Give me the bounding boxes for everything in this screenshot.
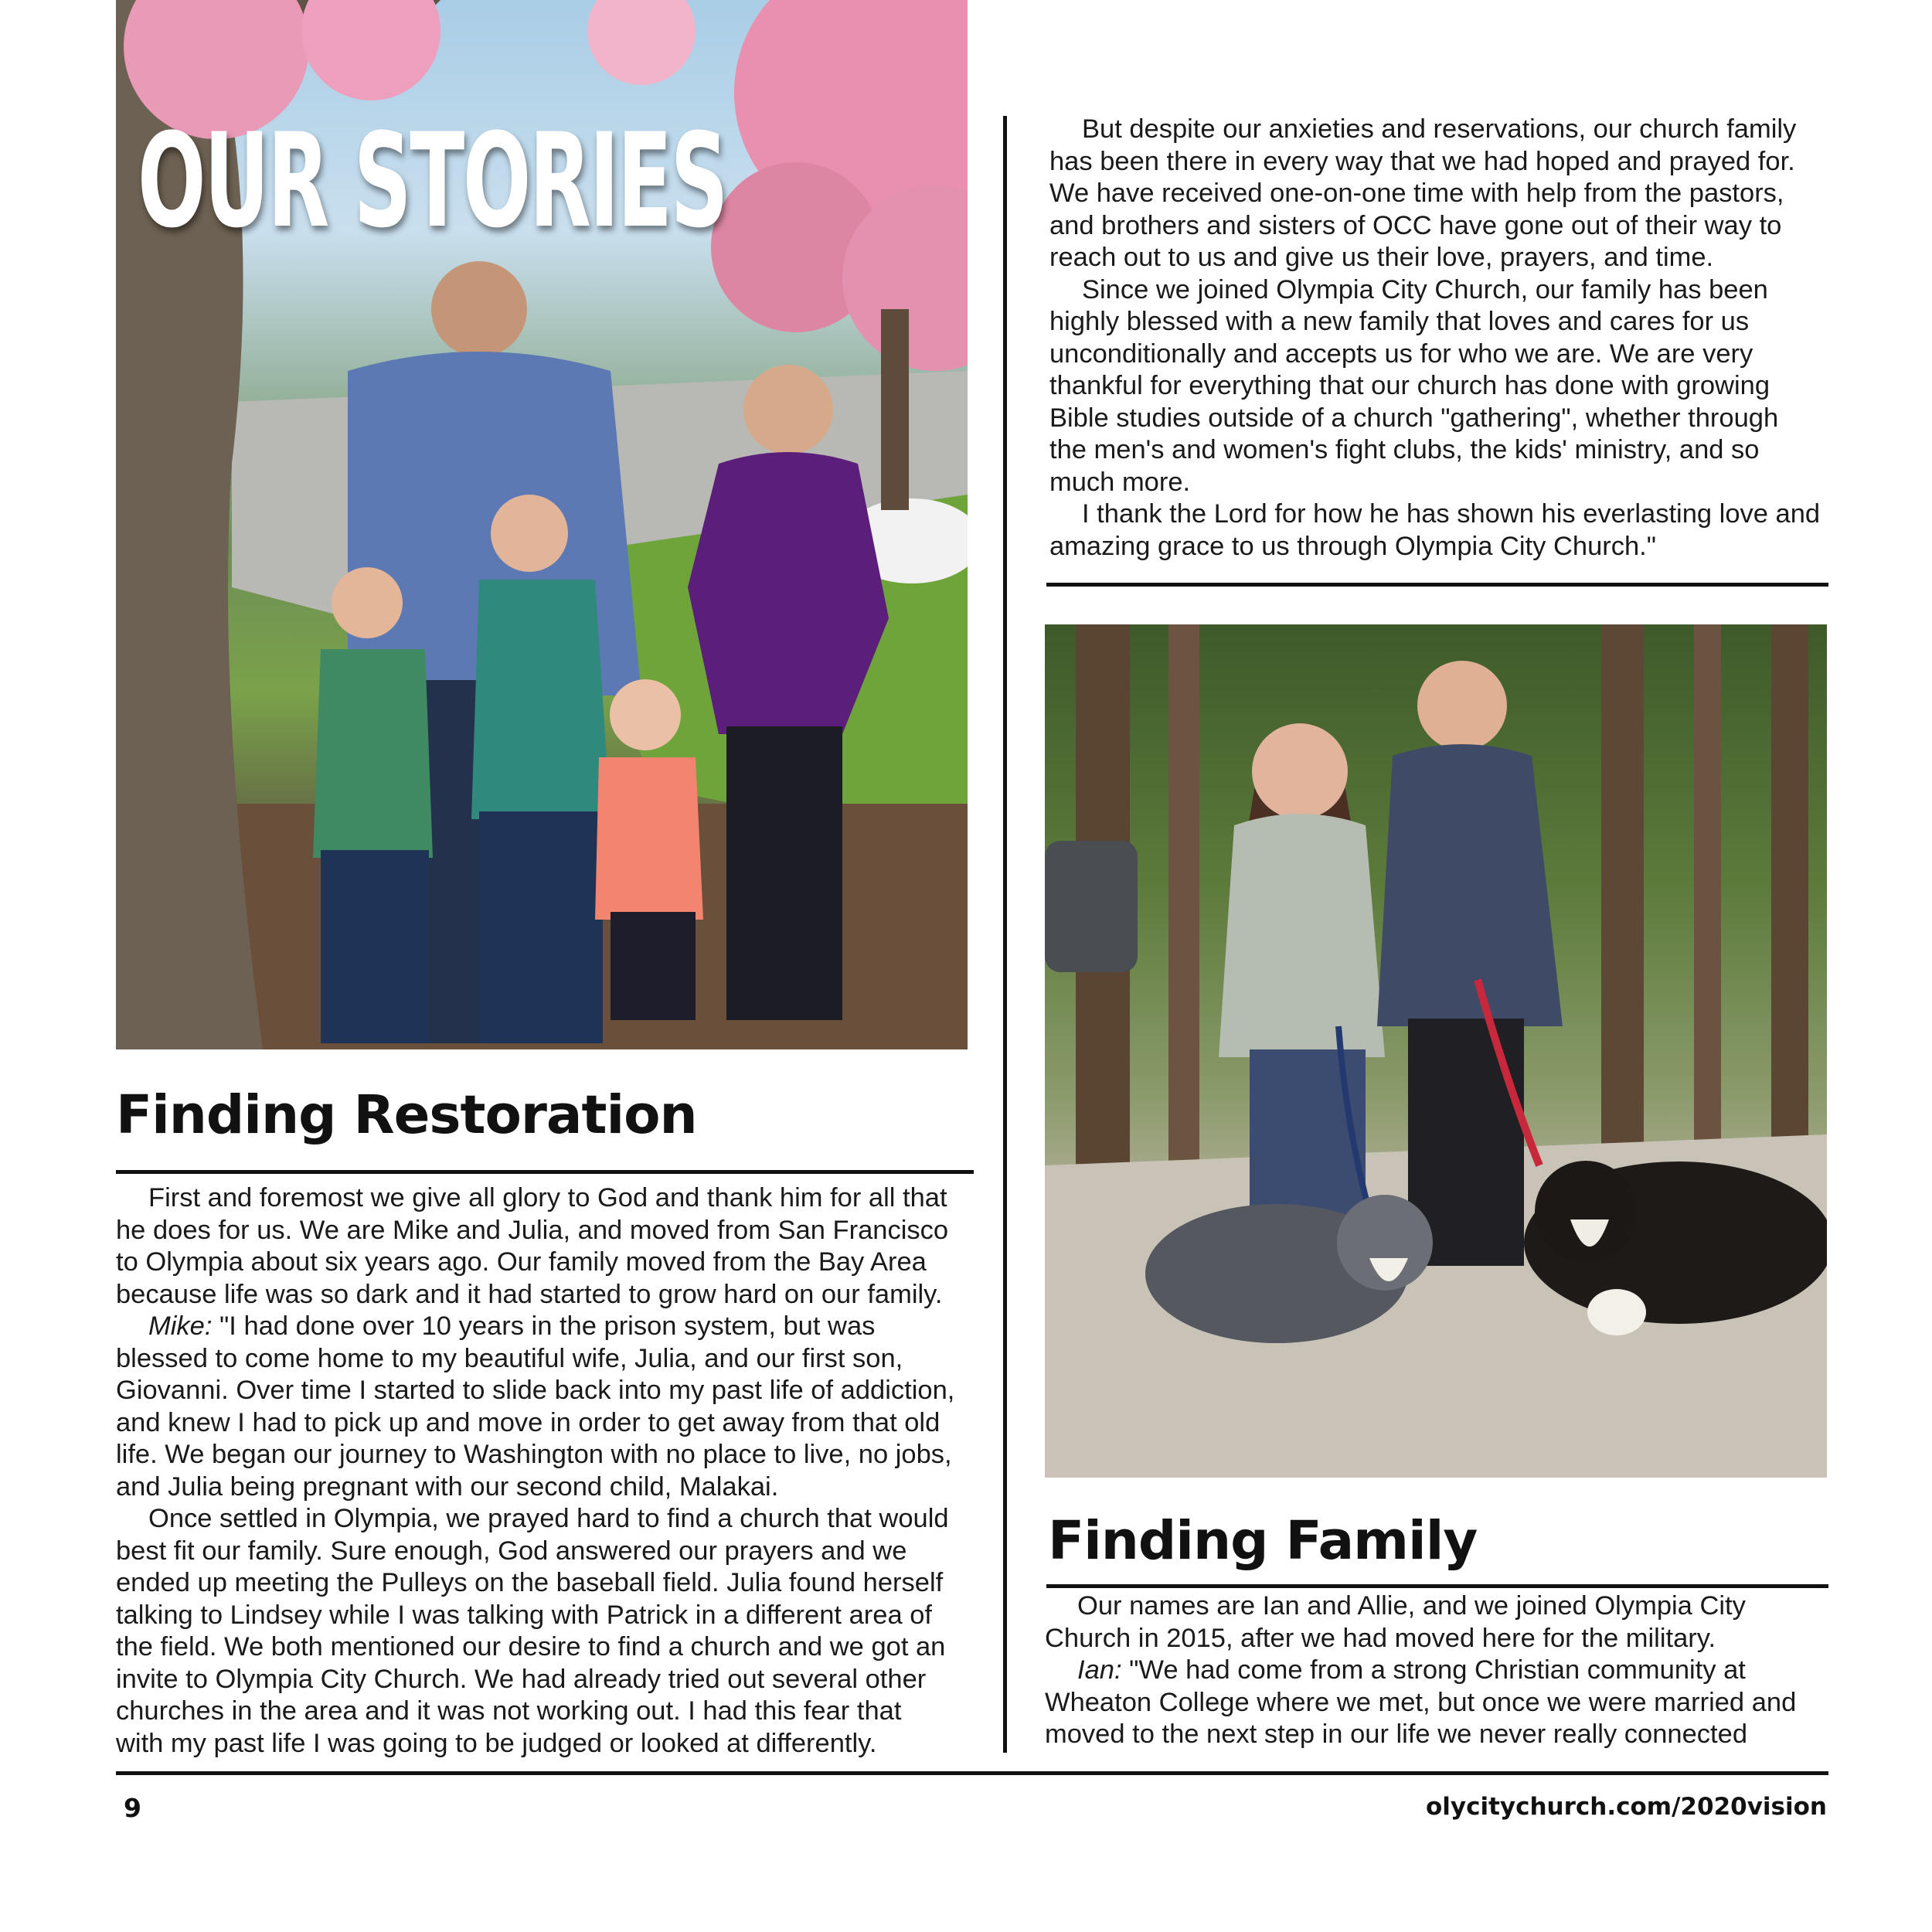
text-line: amazing grace to us through Olympia City Church." <box>1049 531 1657 561</box>
text-line: because life was so dark and it had started to grow hard on our family. <box>116 1279 943 1309</box>
text-line: Our names are Ian and Allie, and we joined Olympia City <box>1077 1591 1746 1621</box>
text-line: moved to the next step in our life we never really connected <box>1045 1719 1748 1749</box>
text-line: blessed to come home to my beautiful wife, Julia, and our first son, <box>116 1343 903 1373</box>
text-line: I thank the Lord for how he has shown his everlasting love and <box>1082 499 1821 529</box>
restoration-heading: Finding Restoration <box>116 1084 697 1146</box>
text-line: the men's and women's fight clubs, the kids' ministry, and so <box>1049 435 1760 464</box>
footer-rule <box>116 1771 1828 1775</box>
family-paragraph <box>1045 1655 1796 1751</box>
text-line: much more. <box>1049 467 1191 497</box>
column-divider <box>1003 116 1007 1753</box>
restoration-heading-rule <box>116 1170 974 1174</box>
restoration-paragraph <box>116 1311 954 1503</box>
text-line: life. We began our journey to Washington with no place to live, no jobs, <box>116 1440 952 1469</box>
family-heading: Finding Family <box>1048 1510 1478 1572</box>
text-line: Church in 2015, after we had moved here for the military. <box>1045 1623 1716 1653</box>
masthead-title: OUR STORIES <box>138 105 727 257</box>
family-paragraph <box>1045 1590 1796 1655</box>
restoration-continued-body <box>1049 114 1820 563</box>
text-fragment: "I had done over 10 years in the prison system, but was <box>212 1311 876 1341</box>
speaker-label: Ian: <box>1077 1655 1122 1685</box>
text-line <box>116 1311 954 1343</box>
text-line: with my past life I was going to be judged or looked at differently. <box>116 1728 877 1758</box>
text-line: and brothers and sisters of OCC have gone out of their way to <box>1049 210 1782 240</box>
family-heading-rule <box>1046 1584 1828 1588</box>
text-line: invite to Olympia City Church. We had already tried out several other <box>116 1664 927 1694</box>
restoration-paragraph <box>1049 114 1820 274</box>
text-line: Once settled in Olympia, we prayed hard to find a church that would <box>148 1504 949 1533</box>
text-line: highly blessed with a new family that loves and cares for us <box>1049 307 1750 336</box>
text-line: But despite our anxieties and reservations, our church family <box>1082 114 1797 144</box>
family-body <box>1045 1590 1796 1751</box>
speaker-label: Mike: <box>148 1311 213 1341</box>
text-line: he does for us. We are Mike and Julia, and moved from San Francisco <box>116 1215 949 1245</box>
text-line: talking to Lindsey while I was talking with Patrick in a different area of <box>116 1600 932 1630</box>
restoration-paragraph <box>1049 274 1820 499</box>
restoration-paragraph <box>1049 498 1820 563</box>
footer-url: olycitychurch.com/2020vision <box>1425 1793 1827 1821</box>
photo-illustration <box>1045 624 1827 1478</box>
text-line: best fit our family. Sure enough, God answered our prayers and we <box>116 1536 907 1566</box>
text-line: has been there in every way that we had hoped and prayed for. <box>1049 146 1795 176</box>
text-line: Wheaton College where we met, but once we were married and <box>1045 1687 1797 1717</box>
couple-photo-family <box>1045 624 1827 1478</box>
restoration-body <box>116 1182 954 1760</box>
text-line: Bible studies outside of a church "gathering", whether through <box>1049 403 1779 433</box>
text-line: reach out to us and give us their love, prayers, and time. <box>1049 243 1714 272</box>
text-fragment: "We had come from a strong Christian community at <box>1121 1655 1746 1685</box>
text-line: unconditionally and accepts us for who we are. We are very <box>1049 338 1753 369</box>
text-line: First and foremost we give all glory to God and thank him for all that <box>148 1183 947 1213</box>
page-number: 9 <box>124 1793 141 1823</box>
restoration-paragraph <box>116 1503 954 1760</box>
restoration-paragraph <box>116 1182 954 1311</box>
text-line: and Julia being pregnant with our second child, Malakai. <box>116 1471 779 1502</box>
text-line: ended up meeting the Pulleys on the baseball field. Julia found herself <box>116 1568 944 1597</box>
continued-section-rule <box>1046 583 1828 587</box>
text-line: churches in the area and it was not working out. I had this fear that <box>116 1696 902 1726</box>
text-line: and knew I had to pick up and move in order to get away from that old <box>116 1407 940 1437</box>
text-line: thankful for everything that our church has done with growing <box>1049 371 1770 400</box>
text-line: the field. We both mentioned our desire to find a church and we got an <box>116 1632 946 1662</box>
text-line: to Olympia about six years ago. Our family moved from the Bay Area <box>116 1247 927 1277</box>
text-line: Giovanni. Over time I started to slide back into my past life of addiction, <box>116 1376 955 1405</box>
text-line <box>1045 1655 1796 1687</box>
text-line: We have received one-on-one time with help from the pastors, <box>1049 179 1784 208</box>
text-line: Since we joined Olympia City Church, our family has been <box>1082 274 1768 304</box>
